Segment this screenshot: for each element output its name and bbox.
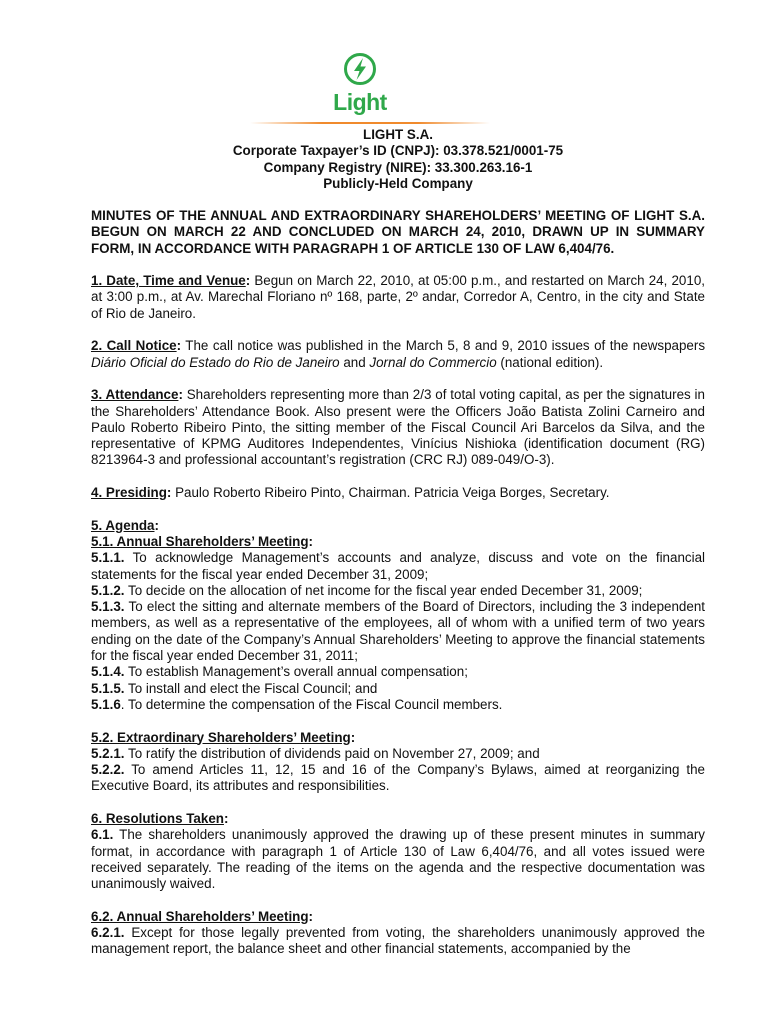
- item-number: 5.1.1.: [91, 550, 125, 566]
- section-heading: 5. Agenda: [91, 517, 155, 533]
- document-header: [91, 127, 705, 193]
- section-resolutions-heading: 6. Resolutions Taken:: [91, 810, 229, 826]
- logo-wordmark: Light: [333, 89, 387, 115]
- section-date-time-venue: 1. Date, Time and Venue: Begun on March 22, 2010, at 05:00 p.m., and restarted on March 24, 2010, at 3:00 p.m., at Av. Marechal Floriano nº 168, parte, 2º andar, Corredor A, Centro, in the city and State of Rio de Janeiro.: [91, 273, 705, 321]
- item-number: 5.2.2.: [91, 762, 125, 778]
- section-heading: 3. Attendance: [91, 387, 179, 403]
- item-number: 6.2.1.: [91, 925, 125, 941]
- company-nire: Company Registry (NIRE): 33.300.263.16-1: [263, 159, 533, 175]
- section-text: and: [339, 354, 370, 370]
- item-text: To acknowledge Management’s accounts and analyze, discuss and vote on the financial statements for the fiscal year ended December 31, 2009;: [91, 550, 705, 582]
- section-heading: 6. Resolutions Taken: [91, 810, 224, 826]
- section-call-notice: 2. Call Notice: The call notice was published in the March 5, 8 and 9, 2010 issues of the newspapers Diário Oficial do Estado do Rio de Janeiro and Jornal do Commercio (national edition).: [91, 338, 706, 370]
- subsection-heading: 6.2. Annual Shareholders’ Meeting: [91, 908, 309, 924]
- item-text: The shareholders unanimously approved the drawing up of these present minutes in summary format, in accordance with paragraph 1 of Article 130 of Law 6,404/76, and all votes issued were received separately. The reading of the items on the agenda and the respective documentation was unanimously waived.: [91, 827, 705, 892]
- section-text: Begun on March 22, 2010, at 05:00 p.m., and restarted on March 24, 2010, at 3:00 p.m., at Av. Marechal Floriano nº 168, parte, 2º andar, Corredor A, Centro, in the city and State of Rio de Janeiro.: [91, 273, 705, 321]
- agenda-item: [91, 746, 705, 762]
- newspaper-name: Diário Oficial do Estado do Rio de Janeiro: [91, 354, 340, 370]
- agenda-item: [91, 762, 705, 795]
- document-title: MINUTES OF THE ANNUAL AND EXTRAORDINARY SHAREHOLDERS’ MEETING OF LIGHT S.A. BEGUN ON MARCH 22 AND CONCLUDED ON MARCH 24, 2010, DRAWN UP IN SUMMARY FORM, IN ACCORDANCE WITH PARAGRAPH 1 OF ARTICLE 130 OF LAW 6,404/76.: [91, 208, 705, 256]
- item-number: 5.1.5.: [91, 680, 125, 696]
- item-number: 5.1.4.: [91, 664, 125, 680]
- item-text: To install and elect the Fiscal Council; and: [124, 680, 378, 696]
- item-text: . To determine the compensation of the Fiscal Council members.: [120, 696, 503, 712]
- section-heading: 2. Call Notice: [91, 338, 177, 354]
- logo-divider: [250, 122, 490, 124]
- agenda-item: [91, 550, 705, 583]
- lightning-bolt-icon: [343, 52, 377, 86]
- section-text: Paulo Roberto Ribeiro Pinto, Chairman. Patricia Veiga Borges, Secretary.: [171, 485, 610, 501]
- agenda-item: [91, 664, 705, 680]
- item-text: To ratify the distribution of dividends paid on November 27, 2009; and: [124, 745, 540, 761]
- agenda-subheading: 5.1. Annual Shareholders’ Meeting:: [91, 533, 313, 549]
- item-number: 6.1.: [91, 827, 114, 843]
- resolution-subheading: 6.2. Annual Shareholders’ Meeting:: [91, 908, 313, 924]
- section-text: The call notice was published in the March 5, 8 and 9, 2010 issues of the newspapers: [181, 338, 706, 354]
- section-attendance: 3. Attendance: Shareholders representing more than 2/3 of total voting capital, as per the signatures in the Shareholders’ Attendance Book. Also present were the Officers João Batista Zolini Carneiro and Paulo Roberto Ribeiro Pinto, the sitting member of the Fiscal Council Ari Barcelos da Silva, and the representative of KPMG Auditores Independentes, Vinícius Nishioka (identification document (RG) 8213964-3 and professional accountant’s registration (CRC RJ) 089-049/O-3).: [91, 387, 705, 468]
- resolution-item: [91, 925, 705, 958]
- subsection-heading: 5.1. Annual Shareholders’ Meeting: [91, 533, 309, 549]
- item-text: Except for those legally prevented from voting, the shareholders unanimously approved the management report, the balance sheet and other financial statements, accompanied by the: [91, 925, 705, 957]
- newspaper-name: Jornal do Commercio: [369, 354, 497, 370]
- section-presiding: 4. Presiding: Paulo Roberto Ribeiro Pinto, Chairman. Patricia Veiga Borges, Secretary.: [91, 485, 610, 501]
- section-agenda-heading: 5. Agenda:: [91, 517, 159, 533]
- section-heading: 4. Presiding: [91, 485, 167, 501]
- company-cnpj: Corporate Taxpayer’s ID (CNPJ): 03.378.521/0001-75: [232, 143, 564, 159]
- item-number: 5.2.1.: [91, 745, 125, 761]
- agenda-item: [91, 599, 705, 664]
- item-text: To establish Management’s overall annual compensation;: [124, 664, 468, 680]
- section-heading: 1. Date, Time and Venue: [91, 273, 246, 289]
- company-type: Publicly-Held Company: [323, 176, 473, 192]
- company-name: LIGHT S.A.: [363, 127, 433, 142]
- item-text: To amend Articles 11, 12, 15 and 16 of the Company’s Bylaws, aimed at reorganizing the Executive Board, its attributes and responsibilities.: [91, 762, 705, 794]
- subsection-heading: 5.2. Extraordinary Shareholders’ Meeting: [91, 729, 351, 745]
- item-number: 5.1.6: [91, 696, 121, 712]
- agenda-item: [91, 583, 705, 599]
- item-number: 5.1.3.: [91, 599, 125, 615]
- document-body: [91, 208, 705, 958]
- item-text: To decide on the allocation of net income for the fiscal year ended December 31, 2009;: [124, 582, 643, 598]
- item-text: To elect the sitting and alternate members of the Board of Directors, including the 3 independent members, as well as a representative of the employees, all of whom with a unified term of two years ending on the date of the Company’s Annual Shareholders’ Meeting to approve the financial statements for the fiscal year ended December 31, 2011;: [91, 599, 705, 664]
- company-logo: [280, 52, 440, 115]
- section-text: (national edition).: [496, 354, 604, 370]
- agenda-item: [91, 697, 705, 713]
- resolution-item: [91, 827, 705, 892]
- agenda-item: [91, 681, 705, 697]
- agenda-subheading: 5.2. Extraordinary Shareholders’ Meeting:: [91, 729, 356, 745]
- section-text: Shareholders representing more than 2/3 of total voting capital, as per the signatures in the Shareholders’ Attendance Book. Also present were the Officers João Batista Zolini Carneiro and Paulo Roberto Ribeiro Pinto, the sitting member of the Fiscal Council Ari Barcelos da Silva, and the representative of KPMG Auditores Independentes, Vinícius Nishioka (identification document (RG) 8213964-3 and professional accountant’s registration (CRC RJ) 089-049/O-3).: [91, 387, 705, 468]
- item-number: 5.1.2.: [91, 582, 125, 598]
